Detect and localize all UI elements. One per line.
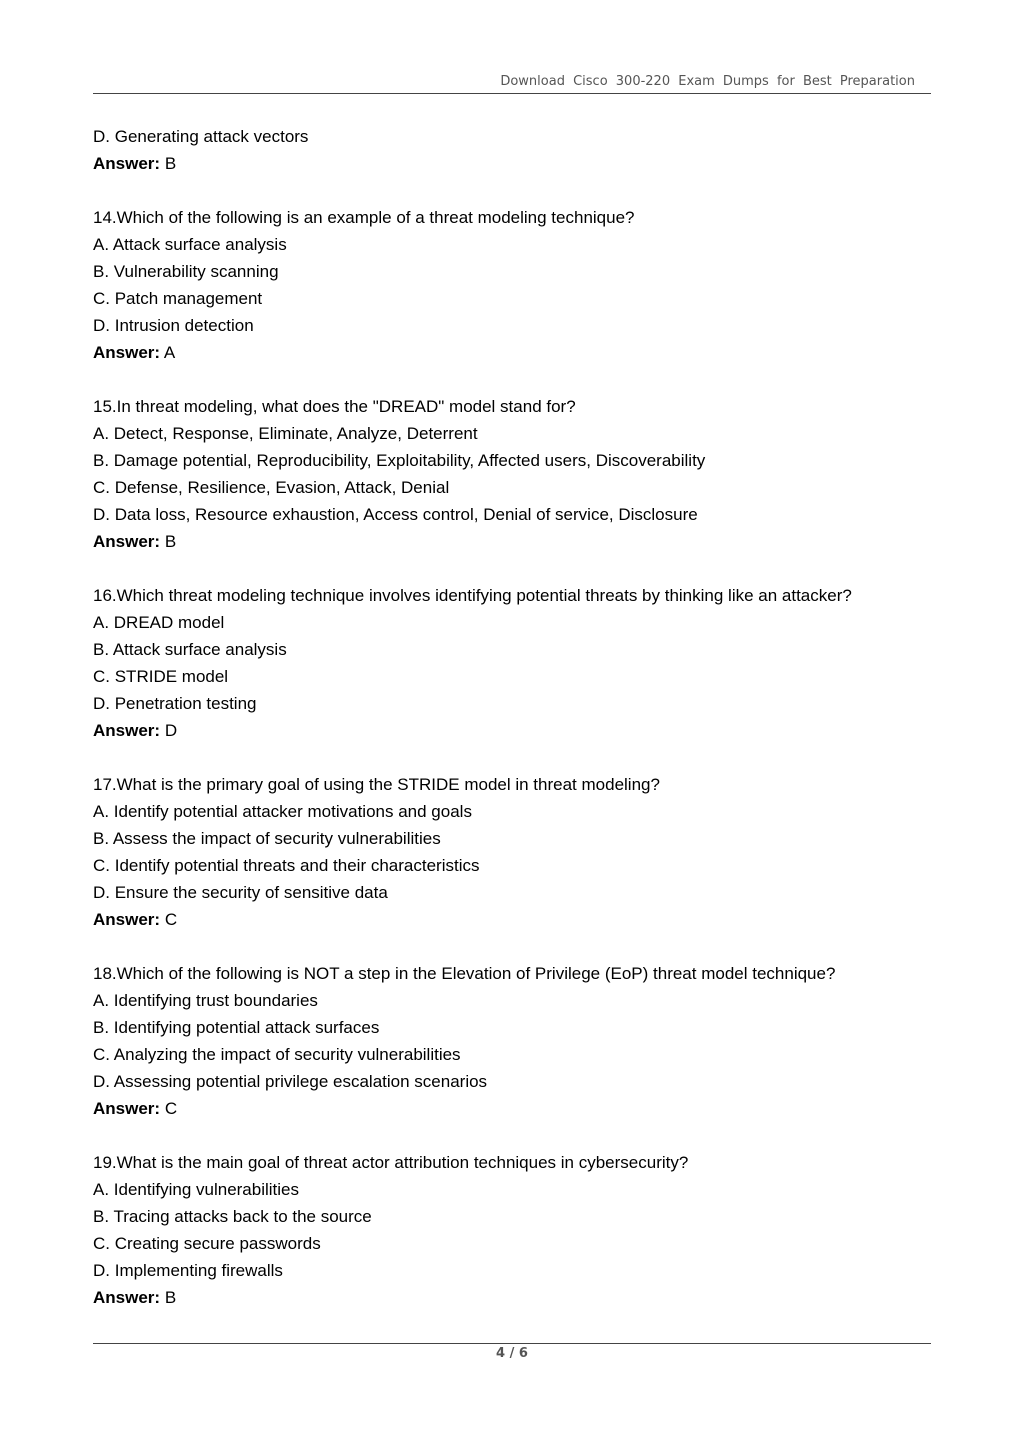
answer-18: [93, 1095, 931, 1122]
header-divider: [93, 93, 931, 94]
answer-label: Answer:: [93, 1288, 161, 1307]
answer-label: Answer:: [93, 343, 161, 362]
footer-divider: [93, 1343, 931, 1344]
option-16-a: A. DREAD model: [93, 613, 225, 632]
answer-value: C: [164, 1099, 178, 1118]
option-19-a: A. Identifying vulnerabilities: [93, 1180, 300, 1199]
answer-value: C: [164, 910, 178, 929]
option-14-a: A. Attack surface analysis: [93, 235, 287, 254]
question-14: 14.Which of the following is an example of a threat modeling technique?: [93, 208, 635, 227]
question-19: 19.What is the main goal of threat actor attribution techniques in cybersecurity?: [93, 1153, 689, 1172]
option-19-c: C. Creating secure passwords: [93, 1234, 321, 1253]
option-14-b: B. Vulnerability scanning: [93, 262, 279, 281]
answer-value: A: [163, 343, 176, 362]
option-16-d: D. Penetration testing: [93, 694, 257, 713]
question-15: 15.In threat modeling, what does the "DREAD" model stand for?: [93, 397, 576, 416]
option-18-a: A. Identifying trust boundaries: [93, 991, 318, 1010]
option-17-d: D. Ensure the security of sensitive data: [93, 883, 388, 902]
option-16-c: C. STRIDE model: [93, 667, 229, 686]
answer-14: [93, 339, 931, 366]
answer-17: [93, 906, 931, 933]
option-16-b: B. Attack surface analysis: [93, 640, 287, 659]
answer-15: [93, 528, 931, 555]
option-14-c: C. Patch management: [93, 289, 263, 308]
option-14-d: D. Intrusion detection: [93, 316, 254, 335]
page-content: [93, 123, 931, 1311]
answer-lead: [93, 150, 931, 177]
page-header-text: Download Cisco 300-220 Exam Dumps for Best Preparation: [500, 74, 915, 89]
answer-value: D: [164, 721, 178, 740]
option-18-b: B. Identifying potential attack surfaces: [93, 1018, 380, 1037]
answer-value: B: [164, 532, 177, 551]
answer-label: Answer:: [93, 910, 161, 929]
answer-label: Answer:: [93, 532, 161, 551]
answer-16: [93, 717, 931, 744]
option-18-c: C. Analyzing the impact of security vulnerabilities: [93, 1045, 461, 1064]
question-17: 17.What is the primary goal of using the STRIDE model in threat modeling?: [93, 775, 660, 794]
option-15-b: B. Damage potential, Reproducibility, Exploitability, Affected users, Discoverability: [93, 451, 706, 470]
answer-label: Answer:: [93, 721, 161, 740]
option-18-d: D. Assessing potential privilege escalation scenarios: [93, 1072, 488, 1091]
answer-value: B: [164, 1288, 177, 1307]
answer-value: B: [164, 154, 177, 173]
answer-label: Answer:: [93, 1099, 161, 1118]
option-15-c: C. Defense, Resilience, Evasion, Attack, Denial: [93, 478, 450, 497]
answer-label: Answer:: [93, 154, 161, 173]
option-17-b: B. Assess the impact of security vulnerabilities: [93, 829, 441, 848]
option-17-a: A. Identify potential attacker motivations and goals: [93, 802, 472, 821]
option-15-d: D. Data loss, Resource exhaustion, Access control, Denial of service, Disclosure: [93, 505, 698, 524]
option-lead-d: D. Generating attack vectors: [93, 127, 309, 146]
question-18: 18.Which of the following is NOT a step in the Elevation of Privilege (EoP) threat model technique?: [93, 964, 836, 983]
option-19-b: B. Tracing attacks back to the source: [93, 1207, 372, 1226]
option-19-d: D. Implementing firewalls: [93, 1261, 283, 1280]
page-number: 4 / 6: [496, 1346, 528, 1361]
answer-19: [93, 1284, 931, 1311]
question-16: 16.Which threat modeling technique involves identifying potential threats by thinking like an attacker?: [93, 586, 852, 605]
option-15-a: A. Detect, Response, Eliminate, Analyze, Deterrent: [93, 424, 478, 443]
option-17-c: C. Identify potential threats and their characteristics: [93, 856, 480, 875]
